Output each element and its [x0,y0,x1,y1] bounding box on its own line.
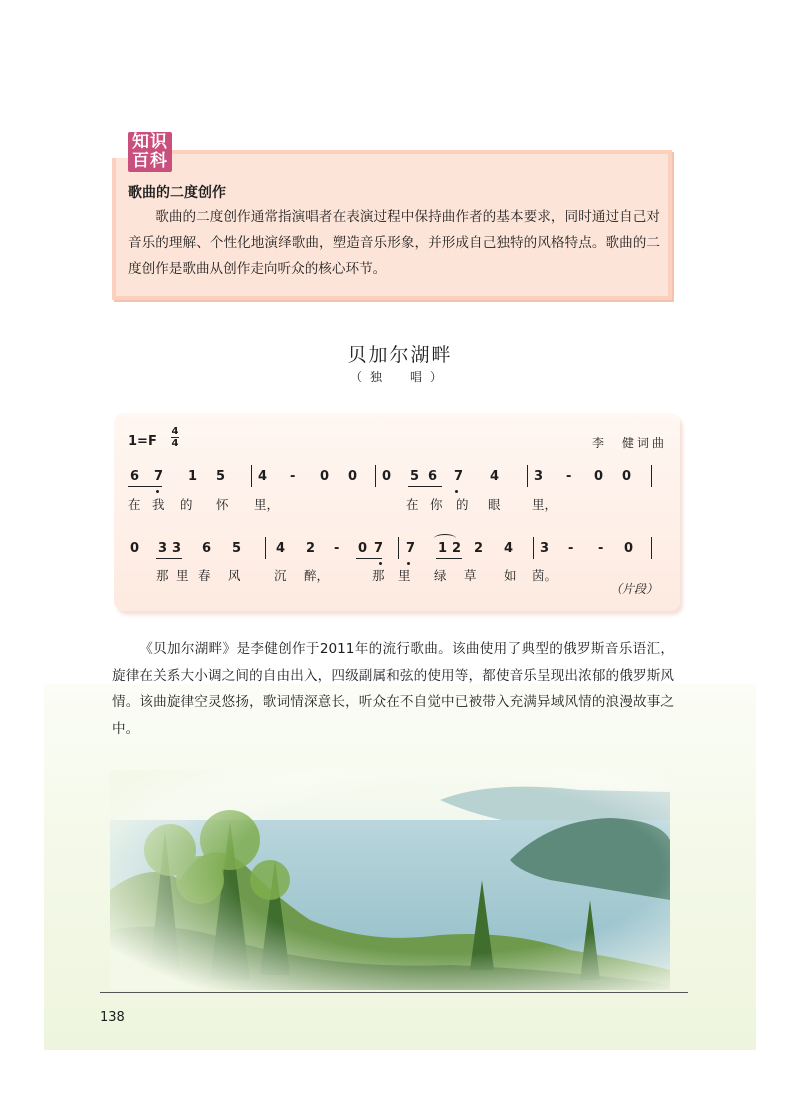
note: 0 [130,541,140,556]
note: 4 [504,541,514,556]
lyric: 春 [198,568,211,583]
note: 3 [534,469,544,484]
badge-line-1: 知识 [132,132,168,152]
lower-octave-dot [455,490,458,493]
lyric: 你 [430,497,443,512]
note: 5 [410,469,420,484]
note: - [598,541,604,556]
note: 6 [202,541,212,556]
song-description: 《贝加尔湖畔》是李健创作于2011年的流行歌曲。该曲使用了典型的俄罗斯音乐语汇，旋律在关系大小调之间的自由出入，四级副属和弦的使用等，都使音乐呈现出浓郁的俄罗斯风情。该曲旋律空灵悠扬，歌词情深意长，听众在不自觉中已被带入充满异域风情的浪漫故事之中。 [112,641,674,737]
note: 3 [158,541,168,556]
composer-credit: 李 健词曲 [592,436,668,450]
note: - [334,541,340,556]
lyric: 那 [372,568,385,583]
key-signature: 1=F [128,434,157,449]
note: - [566,469,572,484]
lyric: 里 [398,568,411,583]
note: - [290,469,296,484]
underline [436,558,462,559]
barline [651,465,652,487]
lyric: 草 [464,568,477,583]
lyric: 的 [180,497,193,512]
barline [251,465,252,487]
note: 1 [188,469,198,484]
lyrics-line-2 [128,566,668,586]
underline [408,486,442,487]
lake-landscape-image [110,770,670,990]
lower-octave-dot [407,562,410,565]
lyric: 里 [176,568,189,583]
lyric: 风 [228,568,241,583]
page-number: 138 [100,1010,125,1025]
note: 4 [276,541,286,556]
knowledge-title: 歌曲的二度创作 [128,185,226,201]
note: 4 [490,469,500,484]
song-title: 贝加尔湖畔 [347,344,453,366]
meter-bottom: 4 [171,438,179,449]
barline [265,537,266,559]
note: 0 [624,541,634,556]
meter-top: 4 [171,426,179,437]
lower-octave-dot [156,490,159,493]
lyric: 的 [456,497,469,512]
lyric: 绿 [434,568,447,583]
note: 0 [358,541,368,556]
note: 6 [428,469,438,484]
footer-rule [100,992,688,993]
knowledge-badge [128,132,172,172]
underline [356,558,382,559]
note: 2 [452,541,462,556]
note: 2 [474,541,484,556]
note: 3 [540,541,550,556]
barline [527,465,528,487]
note: 5 [216,469,226,484]
lyric: 醉， [304,568,330,583]
lyric: 怀 [216,497,229,512]
note: 0 [348,469,358,484]
note: 4 [258,469,268,484]
lyric: 沉 [274,568,287,583]
note: 6 [130,469,140,484]
note: 5 [232,541,242,556]
knowledge-body: 歌曲的二度创作通常指演唱者在表演过程中保持曲作者的基本要求，同时通过自己对音乐的理解、个性化地演绎歌曲，塑造音乐形象，并形成自己独特的风格特点。歌曲的二度创作是歌曲从创作走向听众的核心环节。 [128,209,660,277]
lyric: 我 [152,497,165,512]
time-signature [170,426,180,449]
lyric: 茵。 [532,568,558,583]
barline [398,537,399,559]
fragment-label: （片段） [610,582,659,596]
lyric: 在 [406,497,419,512]
note: 7 [154,469,164,484]
lower-octave-dot [379,562,382,565]
lyric: 那 [156,568,169,583]
note: 7 [454,469,464,484]
note: 0 [594,469,604,484]
lyric: 在 [128,497,141,512]
lyrics-line-1 [128,495,668,515]
lyric: 如 [504,568,517,583]
barline [651,537,652,559]
song-subtitle: （独 唱） [349,370,450,384]
lyric: 眼 [488,497,501,512]
note: - [568,541,574,556]
badge-line-2: 百科 [132,151,168,171]
note: 0 [622,469,632,484]
note: 7 [374,541,384,556]
barline [375,465,376,487]
note: 0 [320,469,330,484]
score-line-1 [128,469,668,491]
note: 7 [406,541,416,556]
lyric: 里， [254,497,280,512]
lyric: 里， [532,497,558,512]
note: 3 [172,541,182,556]
barline [533,537,534,559]
note: 0 [382,469,392,484]
note: 2 [306,541,316,556]
underline [156,558,182,559]
underline [128,486,162,487]
note: 1 [438,541,448,556]
